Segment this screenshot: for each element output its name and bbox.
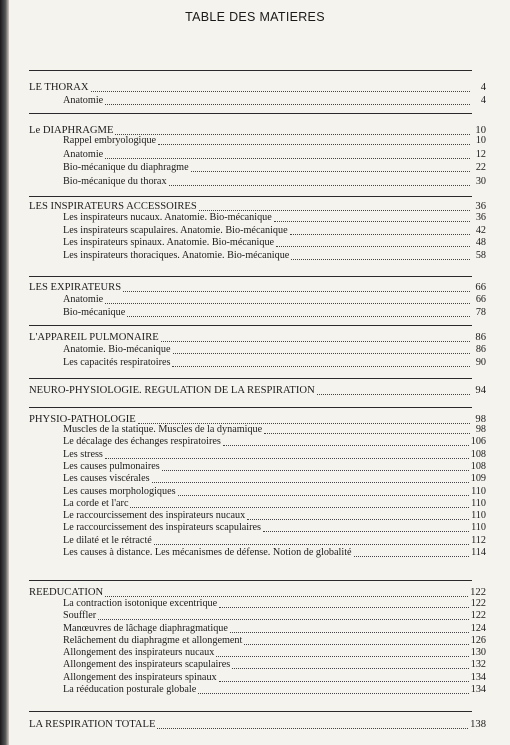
- section-divider: [29, 113, 472, 114]
- toc-entry-page-number: 122: [470, 598, 486, 609]
- toc-entry-label: Anatomie: [63, 149, 104, 160]
- toc-entry-page-number: 36: [475, 212, 486, 223]
- toc-entry-page-number: 110: [471, 486, 486, 497]
- section-divider: [29, 711, 472, 712]
- section-heading-label: Le DIAPHRAGME: [29, 125, 114, 136]
- toc-entry-page-number: 109: [470, 473, 486, 484]
- toc-entry-label: Anatomie: [63, 294, 104, 305]
- section-heading-label: REEDUCATION: [29, 587, 104, 598]
- dot-leader: [105, 157, 470, 159]
- section-divider: [29, 196, 472, 197]
- toc-entry: [63, 249, 486, 262]
- toc-entry-page-number: 66: [475, 294, 486, 305]
- toc-entry-label: Anatomie: [63, 95, 104, 106]
- dot-leader: [264, 432, 470, 434]
- dot-leader: [216, 655, 468, 657]
- section-heading-label: NEURO-PHYSIOLOGIE. REGULATION DE LA RESPIRATION: [29, 385, 315, 396]
- dot-leader: [173, 352, 470, 354]
- section-divider: [29, 580, 472, 581]
- section-heading-page-number: 138: [470, 719, 486, 730]
- toc-entry: [63, 609, 486, 622]
- toc-entry-label: La contraction isotonique excentrique: [63, 598, 218, 609]
- dot-leader: [157, 727, 468, 729]
- dot-leader: [219, 606, 469, 608]
- section-divider: [29, 325, 472, 326]
- dot-leader: [230, 631, 469, 633]
- section-heading-page-number: 36: [475, 201, 486, 212]
- toc-entry-page-number: 42: [475, 225, 486, 236]
- page-title: TABLE DES MATIERES: [185, 10, 325, 24]
- toc-entry: [63, 472, 486, 485]
- toc-entry-label: Allongement des inspirateurs scapulaires: [63, 659, 231, 670]
- dot-leader: [263, 530, 469, 532]
- section-heading: [29, 384, 486, 397]
- toc-entry-label: Les stress: [63, 449, 103, 460]
- toc-entry-label: Les causes à distance. Les mécanismes de défense. Notion de globalité: [63, 547, 352, 558]
- dot-leader: [198, 692, 468, 694]
- dot-leader: [291, 258, 470, 260]
- section-heading: [29, 81, 486, 94]
- section-divider: [29, 276, 472, 277]
- toc-entry: [63, 343, 486, 356]
- toc-entry-page-number: 134: [470, 672, 486, 683]
- toc-entry-label: Muscles de la statique. Muscles de la dynamique: [63, 424, 263, 435]
- section-heading-page-number: 66: [475, 282, 486, 293]
- toc-entry: [63, 175, 486, 188]
- dot-leader: [244, 643, 468, 645]
- dot-leader: [127, 315, 470, 317]
- dot-leader: [276, 245, 470, 247]
- toc-entry: [63, 521, 486, 534]
- toc-entry-label: Bio-mécanique du thorax: [63, 176, 167, 187]
- toc-entry-label: Les causes morphologiques: [63, 486, 176, 497]
- section-heading-page-number: 4: [480, 82, 486, 93]
- toc-entry: [63, 94, 486, 107]
- dot-leader: [105, 457, 469, 459]
- dot-leader: [123, 290, 470, 292]
- toc-entry-page-number: 4: [480, 95, 486, 106]
- section-heading-label: LES INSPIRATEURS ACCESSOIRES: [29, 201, 197, 212]
- dot-leader: [105, 103, 470, 105]
- dot-leader: [105, 302, 470, 304]
- toc-entry-label: Manœuvres de lâchage diaphragmatique: [63, 623, 228, 634]
- toc-entry-label: Bio-mécanique: [63, 307, 126, 318]
- toc-entry-page-number: 78: [475, 307, 486, 318]
- toc-entry-label: La corde et l'arc: [63, 498, 129, 509]
- dot-leader: [98, 618, 469, 620]
- toc-entry-label: Allongement des inspirateurs spinaux: [63, 672, 217, 683]
- dot-leader: [232, 667, 469, 669]
- toc-entry-page-number: 124: [470, 623, 486, 634]
- toc-entry-label: Les inspirateurs scapulaires. Anatomie. Bio-mécanique: [63, 225, 288, 236]
- section-divider: [29, 378, 472, 379]
- toc-entry: [63, 435, 486, 448]
- toc-entry-page-number: 126: [470, 635, 486, 646]
- toc-entry: [63, 658, 486, 671]
- toc-entry: [63, 546, 486, 559]
- toc-entry-label: Les inspirateurs thoraciques. Anatomie. Bio-mécanique: [63, 250, 290, 261]
- toc-entry: [63, 148, 486, 161]
- dot-leader: [178, 494, 469, 496]
- dot-leader: [290, 233, 470, 235]
- toc-entry-page-number: 132: [470, 659, 486, 670]
- toc-entry-page-number: 108: [470, 461, 486, 472]
- dot-leader: [162, 469, 469, 471]
- toc-entry-label: Le raccourcissement des inspirateurs nucaux: [63, 510, 246, 521]
- dot-leader: [191, 170, 470, 172]
- section-heading-page-number: 10: [475, 125, 486, 136]
- toc-entry-label: Le décalage des échanges respiratoires: [63, 436, 221, 447]
- section-divider: [29, 407, 472, 408]
- dot-leader: [91, 90, 470, 92]
- dot-leader: [154, 543, 469, 545]
- toc-entry-page-number: 58: [475, 250, 486, 261]
- section-heading-page-number: 86: [475, 332, 486, 343]
- dot-leader: [161, 340, 470, 342]
- toc-entry-page-number: 48: [475, 237, 486, 248]
- toc-entry: [63, 161, 486, 174]
- toc-entry: [63, 134, 486, 147]
- section-divider: [29, 70, 472, 71]
- dot-leader: [223, 444, 469, 446]
- dot-leader: [274, 220, 470, 222]
- toc-entry-page-number: 134: [470, 684, 486, 695]
- toc-entry-label: Les inspirateurs spinaux. Anatomie. Bio-mécanique: [63, 237, 275, 248]
- section-heading-label: LE THORAX: [29, 82, 89, 93]
- section-heading-label: LA RESPIRATION TOTALE: [29, 719, 156, 730]
- toc-entry-label: Souffler: [63, 610, 97, 621]
- toc-entry-page-number: 10: [475, 135, 486, 146]
- toc-entry-label: Rappel embryologique: [63, 135, 157, 146]
- toc-entry: [63, 356, 486, 369]
- toc-entry-label: La rééducation posturale globale: [63, 684, 197, 695]
- toc-entry-label: Allongement des inspirateurs nucaux: [63, 647, 215, 658]
- dot-leader: [172, 365, 470, 367]
- toc-entry-page-number: 108: [470, 449, 486, 460]
- toc-entry-page-number: 112: [471, 535, 486, 546]
- toc-entry-page-number: 90: [475, 357, 486, 368]
- section-heading-page-number: 98: [475, 414, 486, 425]
- toc-entry-page-number: 106: [470, 436, 486, 447]
- toc-entry-page-number: 130: [470, 647, 486, 658]
- toc-entry: [63, 293, 486, 306]
- section-heading: [29, 718, 486, 731]
- toc-entry: [63, 236, 486, 249]
- dot-leader: [169, 184, 470, 186]
- toc-entry-label: Les capacités respiratoires: [63, 357, 171, 368]
- dot-leader: [130, 506, 469, 508]
- dot-leader: [219, 680, 469, 682]
- toc-entry-page-number: 22: [475, 162, 486, 173]
- toc-entry-page-number: 98: [475, 424, 486, 435]
- toc-entry-page-number: 110: [471, 510, 486, 521]
- dot-leader: [158, 143, 470, 145]
- dot-leader: [354, 555, 470, 557]
- toc-entry: [63, 683, 486, 696]
- toc-entry-label: Les causes viscérales: [63, 473, 150, 484]
- toc-entry: [63, 211, 486, 224]
- book-spine-shadow: [0, 0, 9, 745]
- toc-entry-label: Relâchement du diaphragme et allongement: [63, 635, 243, 646]
- section-heading-label: LES EXPIRATEURS: [29, 282, 122, 293]
- toc-entry-page-number: 110: [471, 522, 486, 533]
- toc-entry: [63, 306, 486, 319]
- toc-entry-page-number: 122: [470, 610, 486, 621]
- section-heading-label: L'APPAREIL PULMONAIRE: [29, 332, 159, 343]
- toc-entry-page-number: 30: [475, 176, 486, 187]
- toc-entry-label: Le dilaté et le rétracté: [63, 535, 152, 546]
- toc-entry-label: Bio-mécanique du diaphragme: [63, 162, 189, 173]
- dot-leader: [247, 518, 469, 520]
- section-heading-page-number: 122: [470, 587, 486, 598]
- toc-entry-page-number: 12: [475, 149, 486, 160]
- section-heading-page-number: 94: [475, 385, 486, 396]
- toc-entry-page-number: 86: [475, 344, 486, 355]
- dot-leader: [152, 481, 469, 483]
- toc-entry-label: Anatomie. Bio-mécanique: [63, 344, 171, 355]
- toc-entry-label: Les causes pulmonaires: [63, 461, 160, 472]
- toc-entry-page-number: 110: [471, 498, 486, 509]
- toc-entry-label: Les inspirateurs nucaux. Anatomie. Bio-mécanique: [63, 212, 272, 223]
- toc-entry-label: Le raccourcissement des inspirateurs scapulaires: [63, 522, 262, 533]
- dot-leader: [317, 393, 470, 395]
- toc-entry-page-number: 114: [471, 547, 486, 558]
- section-heading-label: PHYSIO-PATHOLOGIE: [29, 414, 136, 425]
